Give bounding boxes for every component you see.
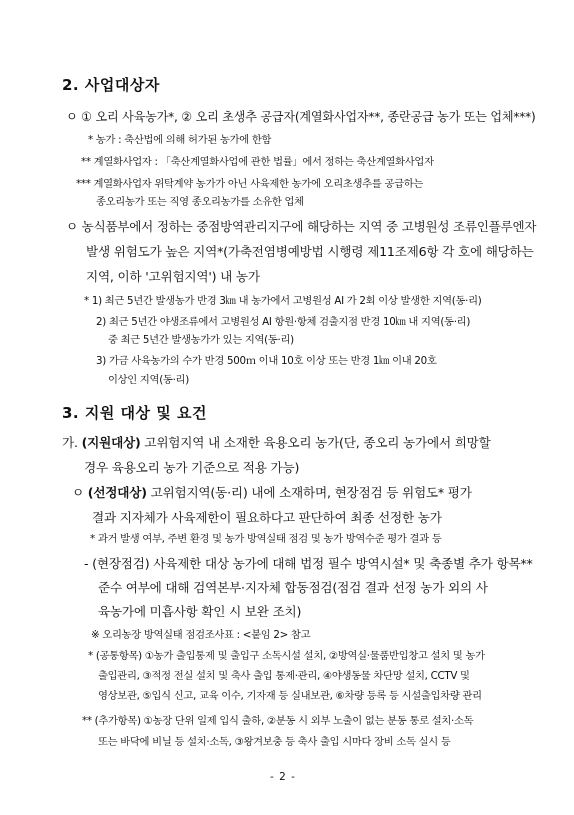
section-2-heading: 2. 사업대상자 bbox=[62, 76, 160, 94]
additional-items-line-2: 또는 바닥에 비닐 등 설치·소독, ③왕겨보충 등 축사 출입 시마다 장비 소독 실시 등 bbox=[98, 736, 451, 748]
checklist-reference: ※ 오리농장 방역실태 점검조사표 : <붙임 2> 참고 bbox=[91, 629, 311, 641]
criteria-2b: 중 최근 5년간 발생농가가 있는 지역(동·리) bbox=[108, 334, 294, 346]
selection-target-line-1 bbox=[72, 487, 472, 500]
criteria-1: * 1) 최근 5년간 발생농가 반경 3㎞ 내 농가에서 고병원성 AI 가 2회 이상 발생한 지역(동·리) bbox=[84, 295, 482, 307]
footnote-farm: * 농가 : 축산법에 의해 허가된 농가에 한함 bbox=[88, 134, 272, 146]
footnote-supplier-2: 종오리농가 또는 직영 종오리농가를 소유한 업체 bbox=[96, 196, 304, 208]
page-number: - 2 - bbox=[270, 771, 296, 783]
field-inspection-line-2: 준수 여부에 대해 검역본부·지자체 합동점검(점검 결과 선정 농가 외의 사 bbox=[98, 580, 488, 595]
support-target-label: (지원대상) bbox=[81, 435, 141, 450]
high-risk-area-line-2: 발생 위험도가 높은 지역*(가축전염병예방법 시행령 제11조제6항 각 호에 해당하는 bbox=[86, 244, 534, 259]
support-target-line-2: 경우 육용오리 농가 기준으로 적용 가능) bbox=[84, 460, 300, 475]
criteria-2a: 2) 최근 5년간 야생조류에서 고병원성 AI 항원·항체 검출지점 반경 10㎞ 내 지역(동·리) bbox=[96, 316, 471, 328]
footnote-supplier-1: *** 계열화사업자 위탁계약 농가가 아닌 사육제한 농가에 오리초생추를 공급하는 bbox=[76, 178, 424, 190]
selection-target-line-2: 결과 지자체가 사육제한이 필요하다고 판단하여 최종 선정한 농가 bbox=[92, 510, 442, 525]
additional-items-line-1: ** (추가항목) ①농장 단위 일제 입식 출하, ②분동 시 외부 노출이 없는 분동 통로 설치·소독 bbox=[82, 715, 474, 727]
high-risk-area-line-3: 지역, 이하 '고위험지역') 내 농가 bbox=[86, 269, 260, 284]
common-items-line-1: * (공통항목) ①농가 출입통제 및 출입구 소독시설 설치, ②방역실·물품반입창고 설치 및 농가 bbox=[88, 650, 485, 662]
selection-target-text: 고위험지역(동·리) 내에 소재하며, 현장점검 등 위험도* 평가 bbox=[146, 485, 472, 500]
footnote-integrator: ** 계열화사업자 : 「축산계열화사업에 관한 법률」에서 정하는 축산계열화사업자 bbox=[81, 156, 434, 168]
support-target-line-1 bbox=[62, 437, 491, 450]
criteria-3b: 이상인 지역(동·리) bbox=[108, 374, 189, 386]
field-inspection-line-1: - (현장점검) 사육제한 대상 농가에 대해 법정 필수 방역시설* 및 축종별 추가 항목** bbox=[84, 556, 533, 571]
section-3-heading: 3. 지원 대상 및 요건 bbox=[62, 404, 207, 422]
high-risk-area-line-1: ㅇ 농식품부에서 정하는 중점방역관리지구에 해당하는 지역 중 고병원성 조류인플루엔자 bbox=[66, 219, 537, 234]
selection-target-label: (선정대상) bbox=[87, 485, 147, 500]
criteria-3a: 3) 가금 사육농가의 수가 반경 500ｍ 이내 10호 이상 또는 반경 1㎞ 이내 20호 bbox=[96, 355, 437, 367]
common-items-line-3: 영상보관, ⑤입식 신고, 교육 이수, 기자재 등 실내보관, ⑥차량 등록 등 시설출입차량 관리 bbox=[98, 690, 482, 702]
item-ga-prefix: 가. bbox=[62, 435, 82, 450]
support-target-text: 고위험지역 내 소재한 육용오리 농가(단, 종오리 농가에서 희망할 bbox=[140, 435, 491, 450]
bullet-o: ㅇ bbox=[72, 485, 88, 500]
risk-evaluation-note: * 과거 발생 여부, 주변 환경 및 농가 방역실태 점검 및 농가 방역수준 평가 결과 등 bbox=[90, 533, 442, 545]
common-items-line-2: 출입관리, ③적정 전실 설치 및 축사 출입 통제·관리, ④야생동물 차단망 설치, CCTV 및 bbox=[98, 670, 470, 682]
target-list-line: ㅇ ① 오리 사육농가*, ② 오리 초생추 공급자(계열화사업자**, 종란공급 농가 또는 업체***) bbox=[66, 109, 536, 124]
field-inspection-line-3: 육농가에 미흡사항 확인 시 보완 조치) bbox=[98, 604, 302, 619]
